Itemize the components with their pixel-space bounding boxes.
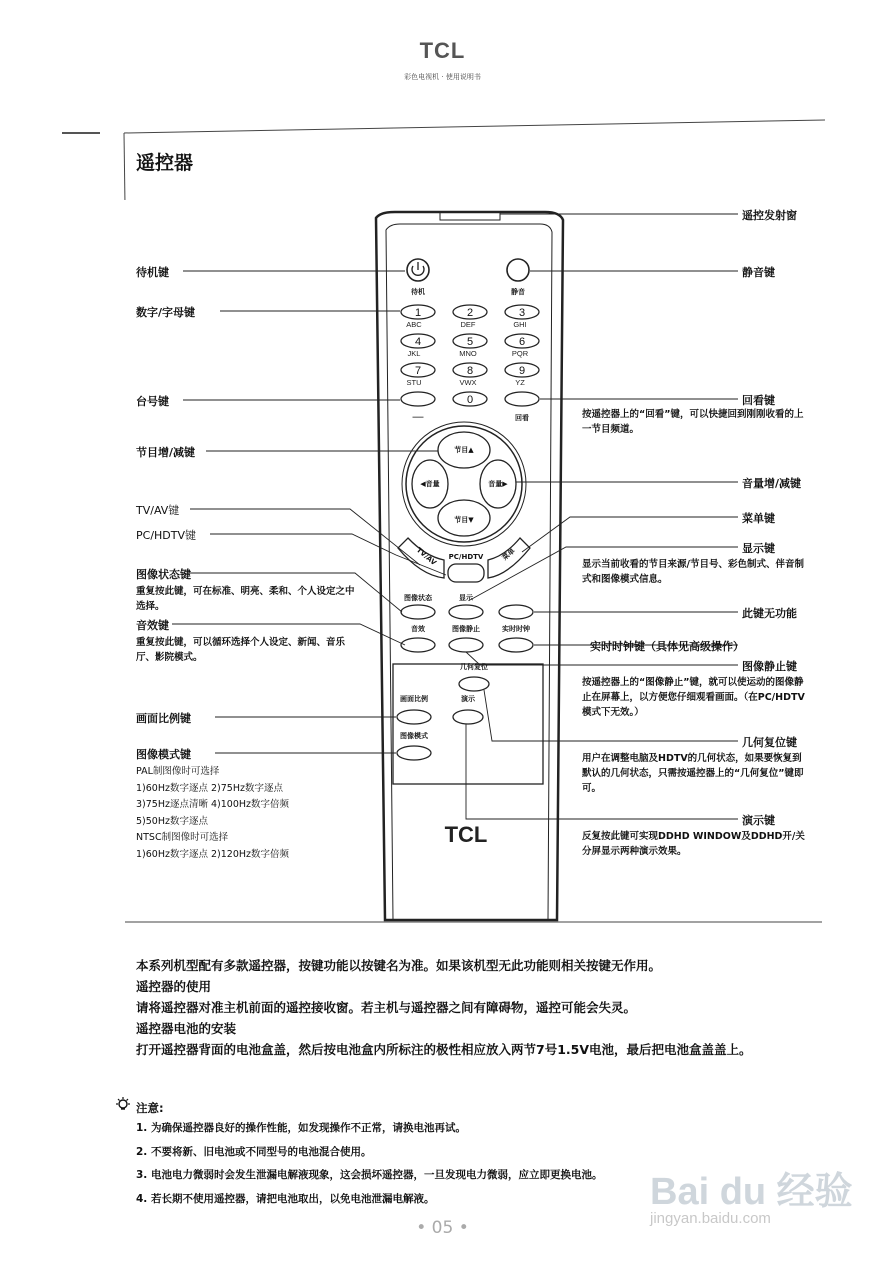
section-title: 遥控器 xyxy=(136,152,194,174)
remote-logo: TCL xyxy=(444,822,488,847)
demo-key xyxy=(453,710,483,724)
digit-8-text: 8 xyxy=(466,365,474,377)
picture-state-key xyxy=(401,605,435,619)
display-label: 显示 xyxy=(459,594,473,602)
label-menu: 菜单键 xyxy=(742,512,775,525)
watermark-logo: Bai du 经验 xyxy=(650,1171,853,1213)
clock-label: 实时时钟 xyxy=(502,625,530,633)
watermark-url: jingyan.baidu.com xyxy=(650,1210,771,1227)
pchdtv-key xyxy=(448,564,484,582)
use-title: 遥控器的使用 xyxy=(136,979,212,994)
freeze-label: 图像静止 xyxy=(452,625,480,633)
return-key-label: 回看 xyxy=(515,414,529,422)
digit-keys xyxy=(401,305,539,423)
demo-desc: 反复按此键可实现DDHD WINDOW及DDHD开/关分屏显示两种演示效果。 xyxy=(582,831,805,857)
digit-6-text: 6 xyxy=(518,336,526,348)
brand-logo: TCL xyxy=(419,38,466,63)
label-ir-window: 遥控发射窗 xyxy=(742,209,797,222)
lightbulb-icon xyxy=(114,1096,132,1114)
demo-label: 演示 xyxy=(461,695,475,703)
label-picture-state: 图像状态键 xyxy=(136,568,191,581)
digit-1-text: 1 xyxy=(414,307,422,319)
note-item: 1. 为确保遥控器良好的操作性能，如发现操作不正常，请换电池再试。 xyxy=(136,1122,466,1134)
letters-pqr: PQR xyxy=(511,349,529,358)
picture-mode-note: PAL制图像时可选择 xyxy=(136,766,220,777)
label-sound: 音效键 xyxy=(136,619,169,632)
vol-up-label: 音量▶ xyxy=(488,480,508,488)
letters-vwx: VWX xyxy=(459,378,477,387)
intro-text: 本系列机型配有多款遥控器，按键功能以按键名为准。如果该机型无此功能则相关按键无作用。 xyxy=(136,958,662,973)
label-freeze: 图像静止键 xyxy=(742,660,797,673)
function-keys xyxy=(401,593,533,652)
aspect-key xyxy=(397,710,431,724)
label-clock: 实时时钟键（具体见高级操作） xyxy=(590,640,744,653)
tvav-label: TV/AV xyxy=(414,545,438,567)
digit-5-text: 5 xyxy=(466,336,474,348)
pchdtv-label: PC/HDTV xyxy=(448,553,484,561)
clock-key xyxy=(499,638,533,652)
label-channel-digits: 台号键 xyxy=(136,395,169,408)
label-demo: 演示键 xyxy=(742,814,775,827)
minus-key xyxy=(401,392,435,406)
page-number: • 05 • xyxy=(416,1218,469,1238)
return-desc: 按遥控器上的“回看”键，可以快捷回到刚刚收看的上一节目频道。 xyxy=(582,409,804,435)
label-digits: 数字/字母键 xyxy=(136,306,196,319)
display-key xyxy=(449,605,483,619)
tvav-row xyxy=(398,538,530,582)
menu-label: 菜单 xyxy=(500,546,517,563)
picture-mode-note: 1)60Hz数字逐点 2)75Hz数字逐点 xyxy=(136,782,283,794)
mute-button xyxy=(507,259,529,281)
picture-mode-notes xyxy=(136,764,289,863)
letters-jkl: JKL xyxy=(407,349,421,358)
notes-list xyxy=(136,1117,602,1211)
freeze-desc: 按遥控器上的“图像静止”键，就可以使运动的图像静止在屏幕上，以方便您仔细观看画面。（在PC/HDTV模式下无效。） xyxy=(582,677,805,718)
digit-2-text: 2 xyxy=(466,307,474,319)
notes-title: 注意: xyxy=(136,1101,164,1115)
note-item: 3. 电池电力微弱时会发生泄漏电解液现象，这会损坏遥控器，一旦发现电力微弱，应立即更换电池。 xyxy=(136,1169,603,1181)
picture-mode-note: 3)75Hz逐点清晰 4)100Hz数字倍频 xyxy=(136,799,290,810)
geometry-desc: 用户在调整电脑及HDTV的几何状态，如果要恢复到默认的几何状态，只需按遥控器上的“几何复位”键即可。 xyxy=(582,753,804,794)
header-subtitle: 彩色电视机 · 使用说明书 xyxy=(404,73,481,81)
return-key xyxy=(505,392,539,406)
label-display: 显示键 xyxy=(742,542,775,555)
prog-up-label: 节目▲ xyxy=(454,446,474,454)
battery-text: 打开遥控器背面的电池盒盖，然后按电池盒内所标注的极性相应放入两节7号1.5V电池，最后把电池盒盖盖上。 xyxy=(136,1042,752,1057)
picture-mode-note: 1)60Hz数字逐点 2)120Hz数字倍频 xyxy=(136,848,290,860)
label-return: 回看键 xyxy=(742,394,775,407)
letters-ghi: GHI xyxy=(513,320,527,329)
picture-mode-note: 5)50Hz数字逐点 xyxy=(136,815,208,827)
geometry-reset-label: 几何复位 xyxy=(460,663,488,671)
picture-state-label: 图像状态 xyxy=(404,594,432,602)
label-volume: 音量增/减键 xyxy=(742,477,802,490)
letters-abc: ABC xyxy=(406,320,422,329)
letters-def: DEF xyxy=(460,320,476,329)
letters-mno: MNO xyxy=(459,349,477,358)
digit-3-text: 3 xyxy=(518,307,526,319)
note-item: 4. 若长期不使用遥控器，请把电池取出，以免电池泄漏电解液。 xyxy=(136,1192,435,1205)
label-standby: 待机键 xyxy=(136,266,169,279)
battery-title: 遥控器电池的安装 xyxy=(136,1021,237,1036)
digit-7-text: 7 xyxy=(414,365,422,377)
tvav-key xyxy=(398,538,444,578)
digit-9-text: 9 xyxy=(518,365,526,377)
label-nofunc: 此键无功能 xyxy=(742,607,797,620)
minus-text: — xyxy=(412,411,424,423)
picture-mode-key xyxy=(397,746,431,760)
label-geometry: 几何复位键 xyxy=(742,736,797,749)
letters-stu: STU xyxy=(406,378,422,387)
picture-mode-note: NTSC制图像时可选择 xyxy=(136,832,229,843)
picture-mode-label: 图像模式 xyxy=(400,732,428,740)
label-tvav: TV/AV键 xyxy=(136,504,180,517)
display-desc: 显示当前收看的节目来源/节目号、彩色制式、伴音制式和图像模式信息。 xyxy=(582,559,804,585)
use-text: 请将遥控器对准主机前面的遥控接收窗。若主机与遥控器之间有障碍物，遥控可能会失灵。 xyxy=(136,1000,637,1015)
note-item: 2. 不要将新、旧电池或不同型号的电池混合使用。 xyxy=(136,1145,372,1158)
digit-4-text: 4 xyxy=(414,336,422,348)
letters-yz: YZ xyxy=(515,378,525,387)
geometry-reset-key xyxy=(459,677,489,691)
label-mute: 静音键 xyxy=(742,266,775,279)
prog-down-label: 节目▼ xyxy=(454,516,474,524)
picture-state-desc: 重复按此键，可在标准、明亮、柔和、个人设定之中选择。 xyxy=(136,586,355,612)
sound-label: 音效 xyxy=(411,625,425,633)
label-aspect: 画面比例键 xyxy=(136,712,191,725)
standby-key-label: 待机 xyxy=(411,288,425,296)
nofunc-key xyxy=(499,605,533,619)
mute-key-label: 静音 xyxy=(511,288,525,296)
freeze-key xyxy=(449,638,483,652)
aspect-label: 画面比例 xyxy=(400,695,428,703)
sound-key xyxy=(401,638,435,652)
sound-desc: 重复按此键，可以循环选择个人设定、新闻、音乐厅、影院模式。 xyxy=(136,637,346,663)
label-prog: 节目增/减键 xyxy=(136,446,196,459)
label-pchdtv: PC/HDTV键 xyxy=(136,529,197,542)
vol-down-label: ◀音量 xyxy=(420,480,440,488)
nav-cluster xyxy=(402,422,526,546)
label-picture-mode: 图像模式键 xyxy=(136,748,191,761)
digit-0-text: 0 xyxy=(466,394,474,406)
